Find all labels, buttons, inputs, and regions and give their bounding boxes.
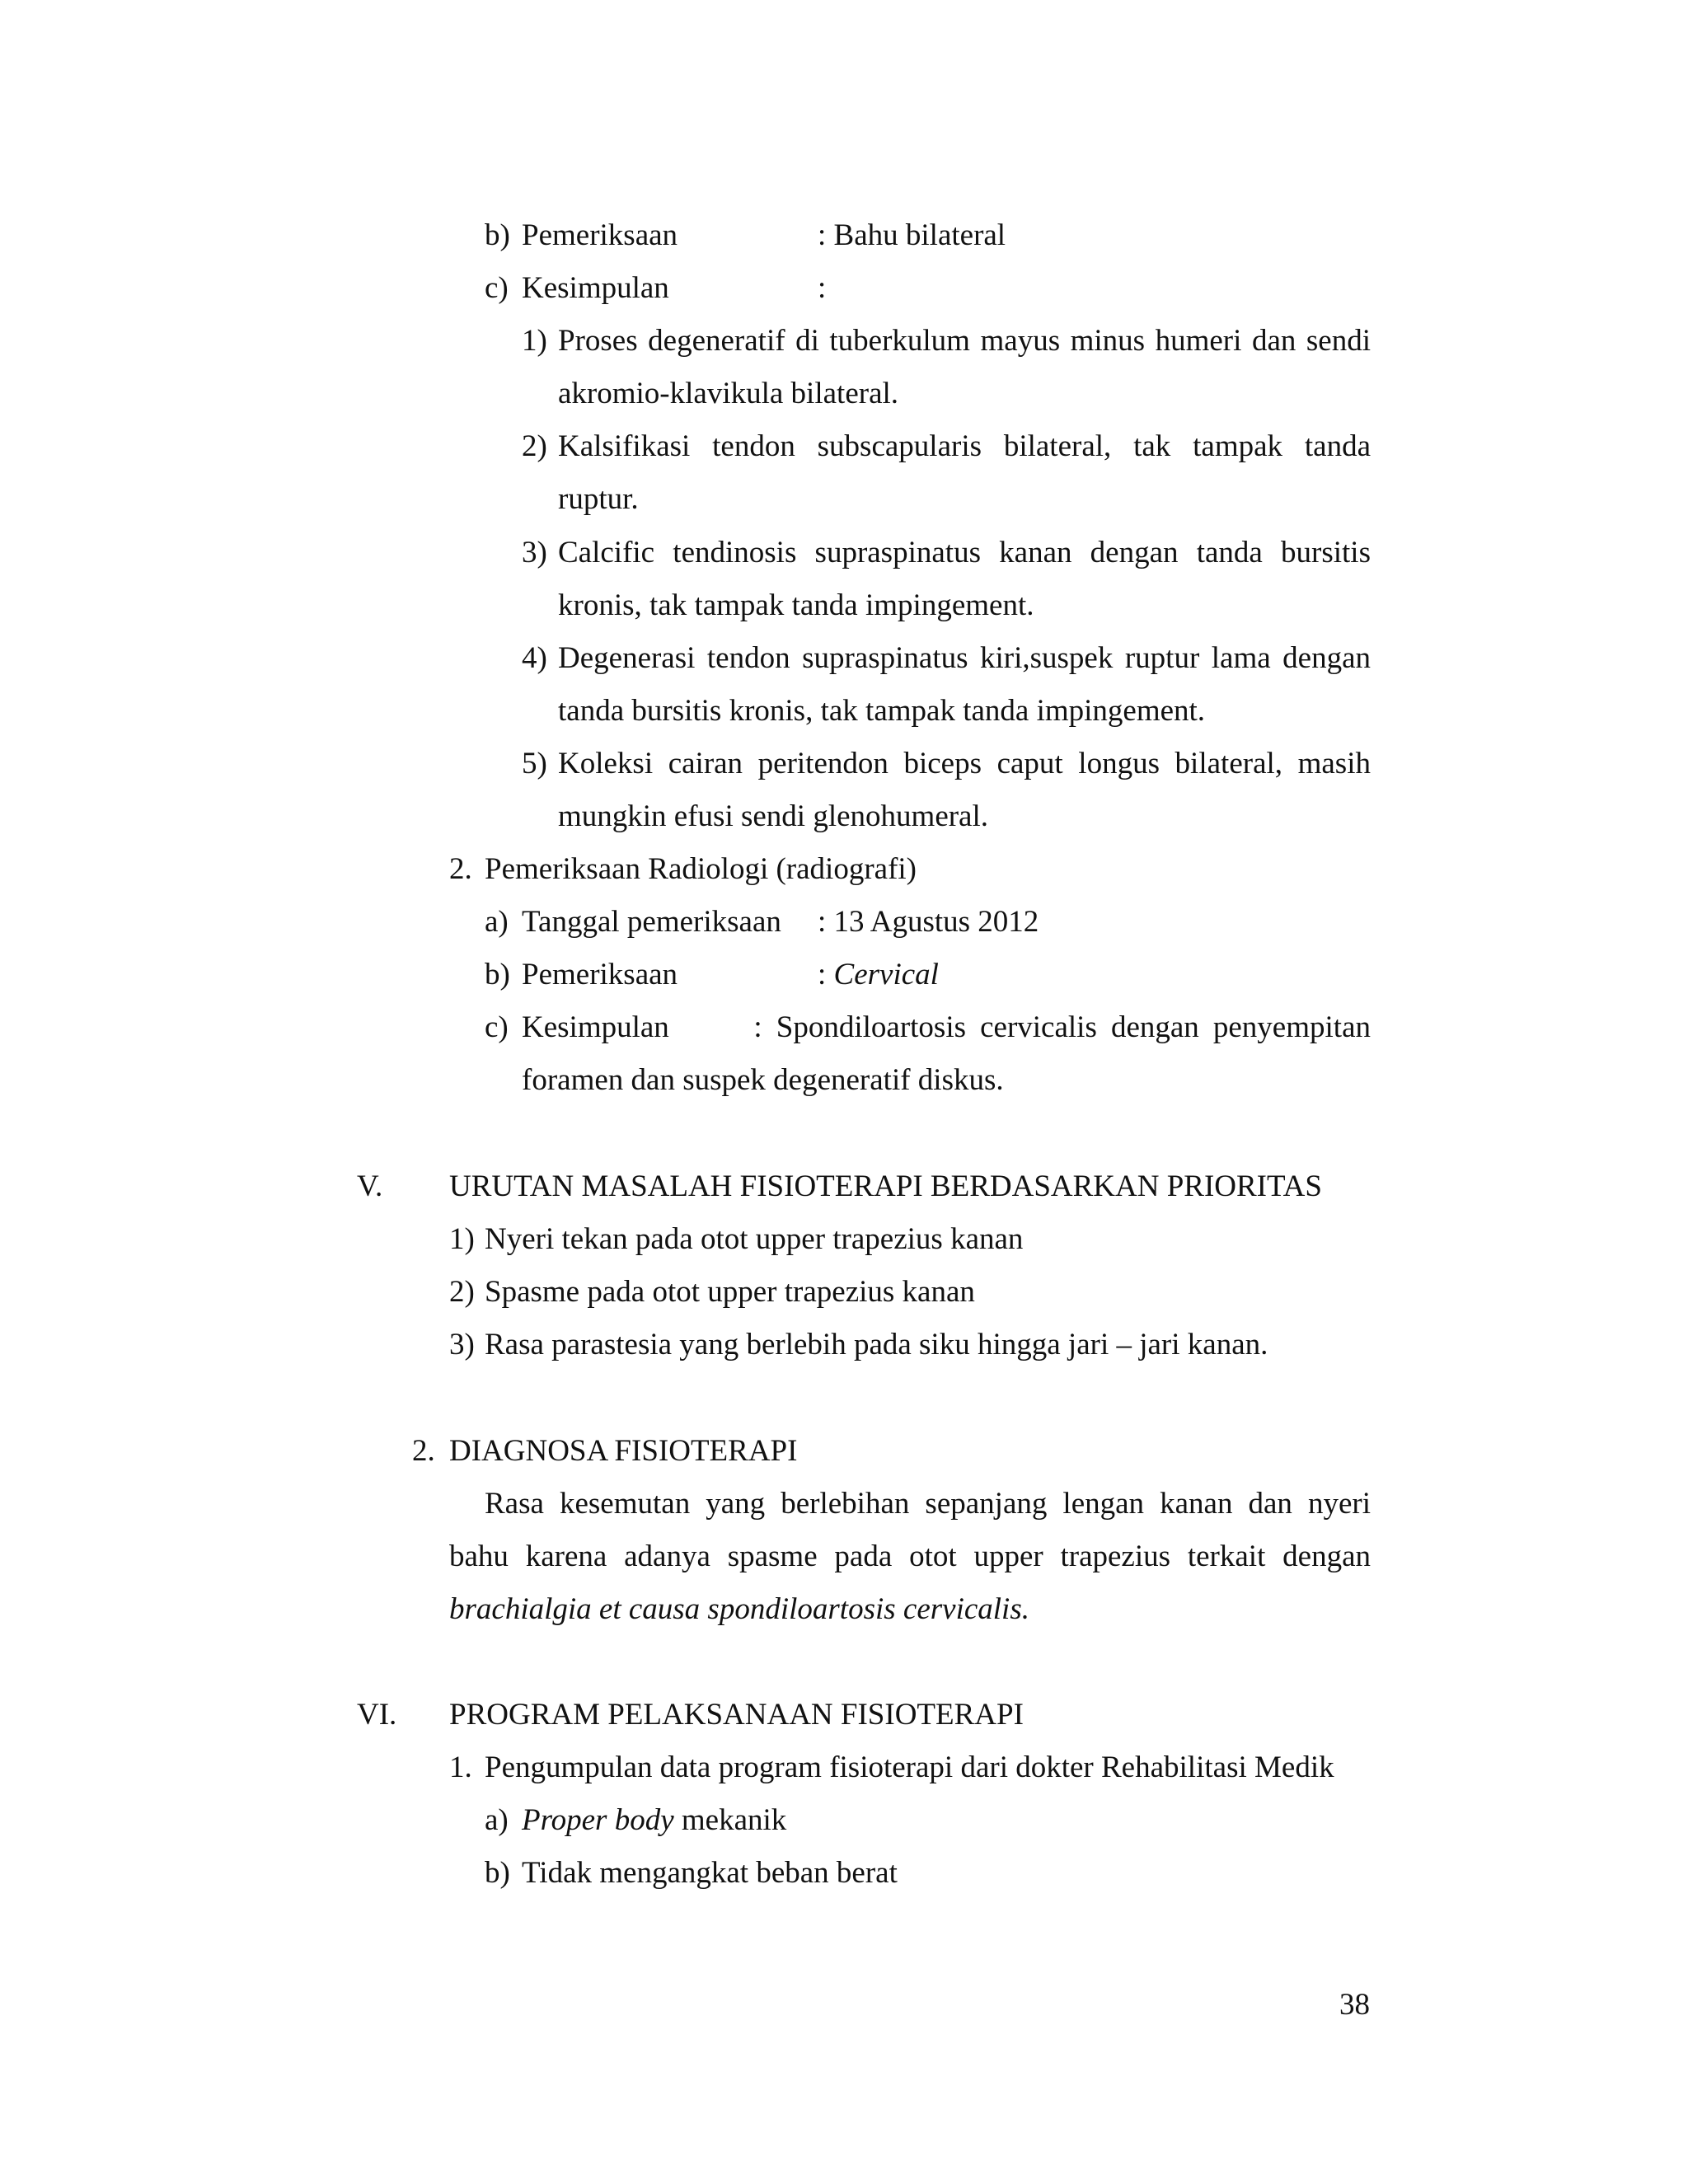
list-marker: c) [485,1010,509,1044]
section-number: VI. [357,1698,397,1732]
conclusion-text: foramen dan suspek degeneratif diskus. [522,1063,1004,1097]
page-number: 38 [1339,1988,1370,2022]
list-number: 1) [522,324,547,358]
list-item-text: Tidak mengangkat beban berat [522,1856,898,1890]
field-value: : Bahu bilateral [818,218,1006,252]
list-number: 3) [449,1328,475,1361]
list-number: 2) [449,1275,475,1309]
list-item-text: ruptur. [558,482,639,516]
list-item-text: kronis, tak tampak tanda impingement. [558,588,1034,622]
list-item-text: Nyeri tekan pada otot upper trapezius kanan [485,1222,1024,1256]
list-item-text: Spasme pada otot upper trapezius kanan [485,1275,975,1309]
list-number: 2. [449,852,472,886]
field-colon: : [818,271,827,305]
list-item-text [522,1801,786,1840]
subsection-title: DIAGNOSA FISIOTERAPI [449,1434,798,1468]
field-label: Kesimpulan [522,271,669,305]
list-item-text: akromio-klavikula bilateral. [558,377,899,410]
list-number: 3) [522,536,547,569]
field-value [818,955,939,995]
list-marker: a) [485,1803,509,1837]
italic-term: Proper body [522,1803,674,1837]
list-number: 2. [412,1434,435,1468]
list-number: 1. [449,1750,472,1784]
conclusion-text: Kesimpulan : Spondiloartosis cervicalis dengan penyempitan [522,1010,1371,1044]
field-label: Pemeriksaan [522,218,678,252]
list-item-text: Pengumpulan data program fisioterapi dari dokter Rehabilitasi Medik [485,1750,1334,1784]
list-item-text: Calcific tendinosis supraspinatus kanan dengan tanda bursitis [558,536,1371,569]
list-number: 5) [522,747,547,780]
paragraph-line: Rasa kesemutan yang berlebihan sepanjang lengan kanan dan nyeri [485,1487,1371,1521]
subsection-title: Pemeriksaan Radiologi (radiografi) [485,852,917,886]
list-item-text: Degenerasi tendon supraspinatus kiri,suspek ruptur lama dengan [558,641,1371,675]
list-item-text: Rasa parastesia yang berlebih pada siku hingga jari – jari kanan. [485,1328,1268,1361]
field-label: Pemeriksaan [522,958,678,991]
list-item-text: Kalsifikasi tendon subscapularis bilateral, tak tampak tanda [558,429,1371,463]
list-item-text: Proses degeneratif di tuberkulum mayus minus humeri dan sendi [558,324,1371,358]
field-colon: : [818,958,834,991]
section-number: V. [357,1169,383,1203]
item-rest-text: mekanik [673,1803,787,1837]
field-value-italic: Cervical [833,958,939,991]
list-marker: b) [485,958,510,991]
list-item-text: mungkin efusi sendi glenohumeral. [558,799,989,833]
paragraph-line-italic: brachialgia et causa spondiloartosis cervicalis. [449,1592,1029,1626]
field-label: Tanggal pemeriksaan [522,905,781,939]
list-marker: b) [485,218,510,252]
list-number: 4) [522,641,547,675]
list-item-text: Koleksi cairan peritendon biceps caput longus bilateral, masih [558,747,1371,780]
paragraph-line: bahu karena adanya spasme pada otot upper trapezius terkait dengan [449,1540,1371,1573]
list-marker: a) [485,905,509,939]
list-marker: b) [485,1856,510,1890]
list-number: 1) [449,1222,475,1256]
section-title: PROGRAM PELAKSANAAN FISIOTERAPI [449,1698,1024,1732]
field-value: : 13 Agustus 2012 [818,905,1039,939]
list-item-text: tanda bursitis kronis, tak tampak tanda impingement. [558,694,1206,728]
list-marker: c) [485,271,509,305]
list-number: 2) [522,429,547,463]
section-title: URUTAN MASALAH FISIOTERAPI BERDASARKAN PRIORITAS [449,1169,1322,1203]
